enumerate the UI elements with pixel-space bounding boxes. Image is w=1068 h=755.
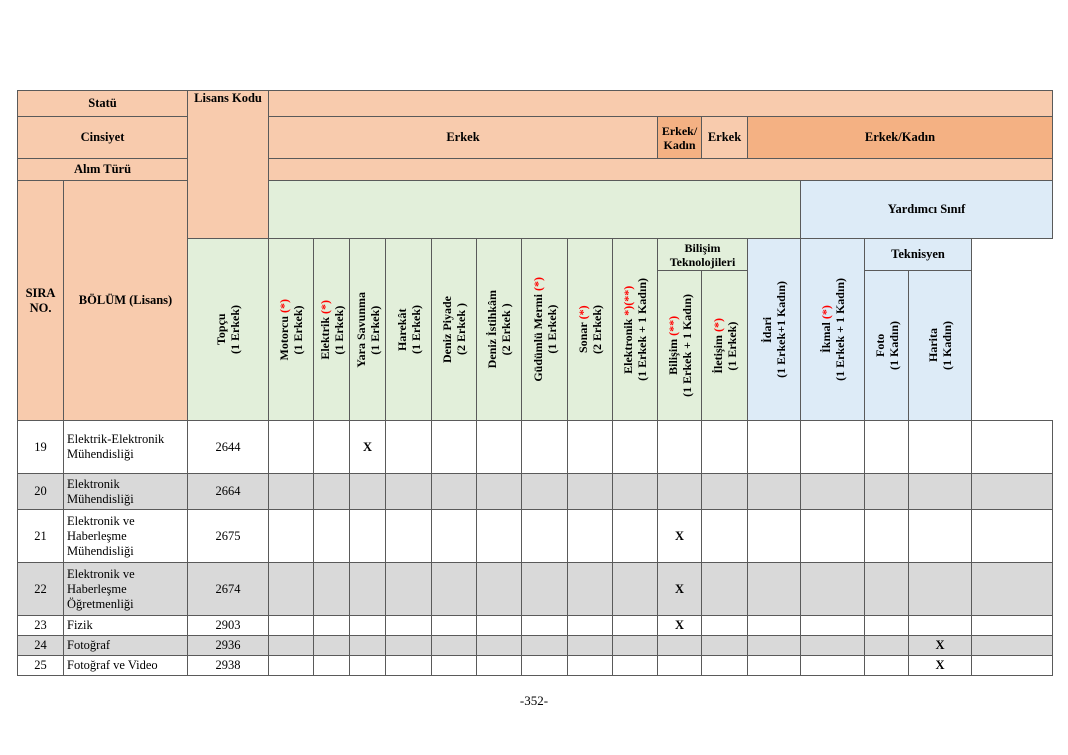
quota-cell [522,636,568,656]
col-header-5 [432,239,477,421]
col-sub: (1 Kadın) [940,320,955,370]
col-header-text [318,300,346,360]
bolum-header: BÖLÜM (Lisans) [64,181,188,421]
statu-header: Statü [18,91,188,117]
quota-cell [314,421,350,474]
quota-cell [568,656,613,676]
yardimci-sinif-header: Yardımcı Sınıf [801,181,1053,239]
quota-cell [748,510,801,563]
col-name: Foto [872,333,887,358]
quota-cell [432,474,477,510]
erkek-kadin-group-short: Erkek/ Kadın [658,117,702,159]
bilisim-teknolojileri-header: Bilişim Teknolojileri [658,239,748,271]
sira-cell: 24 [18,636,64,656]
lisans-kodu-cell: 2644 [188,421,269,474]
col-header-8 [568,239,613,421]
col-name: Harita [926,328,941,363]
quota-cell [568,510,613,563]
quota-cell [658,421,702,474]
sira-cell: 23 [18,616,64,636]
col-header-9 [613,239,658,421]
quota-cell [865,474,909,510]
col-header-text [711,318,739,374]
quota-cell [909,421,972,474]
quota-cell [314,636,350,656]
bolum-cell: Fotoğraf ve Video [64,656,188,676]
quota-cell [269,510,314,563]
col-name: İdari [760,316,775,343]
quota-cell [909,510,972,563]
quota-cell [477,563,522,616]
quota-cell [386,656,432,676]
page-number: -352- [519,693,549,708]
quota-cell [269,656,314,676]
quota-cell [314,563,350,616]
quota-cell [972,616,1053,636]
col-header-2 [314,239,350,421]
col-sub: (1 Erkek) [544,305,559,354]
col-header-text [873,321,901,370]
col-sub: (1 Erkek) [331,305,346,354]
quota-cell [613,656,658,676]
col-sub: (1 Erkek + 1 Kadın) [832,278,847,381]
quota-cell [522,656,568,676]
quota-cell [522,563,568,616]
quota-cell [748,636,801,656]
col-sub: (1 Erkek) [228,305,243,354]
col-name: Topçu [214,313,229,346]
erkek-group: Erkek [269,117,658,159]
col-name: Deniz İstihkâm [485,290,500,369]
col-header-12 [748,239,801,421]
lisans-kodu-cell: 2675 [188,510,269,563]
quota-cell [702,616,748,636]
quota-cell [386,474,432,510]
quota-cell [613,474,658,510]
col-sub: (1 Erkek+1 Kadın) [774,281,789,378]
col-header-text [819,278,847,381]
quota-cell [568,636,613,656]
quota-cell [801,510,865,563]
quota-cell [386,616,432,636]
sira-cell: 25 [18,656,64,676]
quota-cell [269,636,314,656]
quota-cell: X [350,421,386,474]
teknisyen-header: Teknisyen [865,239,972,271]
quota-cell [522,474,568,510]
col-star: (*) [818,305,833,320]
table-row [18,563,1053,616]
quota-cell [658,656,702,676]
quota-cell: X [909,656,972,676]
col-name: Sonar [576,322,591,354]
quota-cell [865,421,909,474]
col-header-13 [801,239,865,421]
quota-cell [386,421,432,474]
quota-cell [658,474,702,510]
bolum-cell: Elektrik-Elektronik Mühendisliği [64,421,188,474]
col-header-7 [522,239,568,421]
quota-cell [702,474,748,510]
quota-cell [909,563,972,616]
quota-cell: X [658,510,702,563]
quota-cell [702,563,748,616]
bolum-cell: Fizik [64,616,188,636]
erkek-group-single: Erkek [702,117,748,159]
col-sub: (2 Erkek) [590,305,605,354]
quota-cell [350,616,386,636]
quota-cell [477,474,522,510]
col-sub: (2 Erkek ) [454,303,469,356]
quota-cell [314,474,350,510]
col-header-15 [909,271,972,421]
col-header-text [666,294,694,397]
table-row [18,656,1053,676]
col-header-10 [658,271,702,421]
col-header-text [440,296,468,363]
quota-cell [613,421,658,474]
col-header-6 [477,239,522,421]
col-header-11 [702,271,748,421]
quota-cell [658,636,702,656]
quota-cell [350,636,386,656]
col-sub: (1 Kadın) [886,320,901,370]
col-header-0 [188,239,269,421]
quota-cell [386,636,432,656]
bolum-cell: Elektronik ve Haberleşme Öğretmenliği [64,563,188,616]
col-name: Güdümlü Mermi [530,294,545,382]
quota-cell [865,636,909,656]
quota-cell [613,510,658,563]
sira-cell: 21 [18,510,64,563]
col-header-text [531,277,559,382]
quota-cell [909,616,972,636]
col-name: Motorcu [277,315,292,361]
col-name: Harekât [394,308,409,351]
quota-cell [702,510,748,563]
quota-cell [386,510,432,563]
sira-cell: 22 [18,563,64,616]
cinsiyet-header: Cinsiyet [18,117,188,159]
green-band [269,181,801,239]
quota-cell [314,616,350,636]
quota-cell [522,421,568,474]
col-star: (**) [665,315,680,336]
quota-cell [748,421,801,474]
quota-cell [801,616,865,636]
col-star: (*) [710,317,725,332]
quota-cell [350,474,386,510]
col-header-text [926,321,954,370]
sira-no-header: SIRA NO. [18,181,64,421]
col-name: İkmal [818,322,833,354]
quota-cell [613,636,658,656]
quota-cell [477,421,522,474]
col-sub: (1 Erkek + 1 Kadın) [679,294,694,397]
col-sub: (1 Erkek) [724,321,739,370]
quota-cell [269,616,314,636]
quota-cell [801,636,865,656]
quota-cell: X [909,636,972,656]
lisans-kodu-cell: 2936 [188,636,269,656]
quota-cell [269,421,314,474]
quota-cell [748,616,801,636]
lisans-kodu-cell: 2674 [188,563,269,616]
quota-cell [865,510,909,563]
quota-cell [568,616,613,636]
table-row [18,636,1053,656]
quota-cell [477,616,522,636]
col-name: Elektrik [317,316,332,360]
col-header-text [576,305,604,354]
col-header-3 [350,239,386,421]
quota-cell [972,474,1053,510]
quota-cell [748,474,801,510]
statu-values [269,91,1053,117]
col-star: (*) [317,299,332,314]
col-sub: (1 Erkek + 1 Kadın) [635,278,650,381]
erkek-kadin-group: Erkek/Kadın [748,117,1053,159]
col-name: Deniz Piyade [440,296,455,363]
quota-cell [972,656,1053,676]
quota-cell [432,510,477,563]
col-header-text [621,278,649,381]
col-star: (*) [277,298,292,313]
quota-cell [865,656,909,676]
table-row [18,616,1053,636]
table-row [18,474,1053,510]
quota-cell [568,563,613,616]
bolum-cell: Fotoğraf [64,636,188,656]
quota-cell [386,563,432,616]
col-sub: (1 Erkek) [367,305,382,354]
bolum-cell: Elektronik Mühendisliği [64,474,188,510]
quota-cell [477,656,522,676]
col-name: Bilişim [665,338,680,375]
col-header-14 [865,271,909,421]
col-header-text [277,299,305,360]
lisans-kodu-header: Lisans Kodu [188,91,269,239]
quota-cell [568,474,613,510]
quota-cell [702,421,748,474]
quota-cell [350,563,386,616]
quota-cell [865,616,909,636]
table-body [18,421,1053,676]
quota-cell [269,474,314,510]
quota-cell [801,563,865,616]
quota-cell [748,563,801,616]
quota-cell [801,656,865,676]
col-header-text [354,292,382,368]
quota-cell [432,636,477,656]
quota-cell [350,510,386,563]
col-header-1 [269,239,314,421]
quota-cell [350,656,386,676]
quota-table [17,90,1053,676]
quota-cell [613,616,658,636]
lisans-kodu-cell: 2938 [188,656,269,676]
col-header-text [395,305,423,354]
col-star: *)(**) [621,285,636,316]
table-row [18,510,1053,563]
quota-cell [972,636,1053,656]
table-row [18,421,1053,474]
quota-cell [972,510,1053,563]
alim-turu-header: Alım Türü [18,159,188,181]
quota-cell [432,616,477,636]
col-header-text [214,305,242,354]
col-header-text [485,290,513,368]
quota-cell [568,421,613,474]
col-sub: (1 Erkek) [291,305,306,354]
quota-cell [748,656,801,676]
quota-cell [477,510,522,563]
bolum-cell: Elektronik ve Haberleşme Mühendisliği [64,510,188,563]
quota-cell [522,510,568,563]
col-header-text [760,281,788,378]
quota-cell [865,563,909,616]
quota-cell [522,616,568,636]
col-name: Yara Savunma [353,291,368,368]
quota-cell [972,563,1053,616]
quota-cell [972,421,1053,474]
quota-cell [314,510,350,563]
col-sub: (1 Erkek) [408,305,423,354]
col-name: Elektronik [621,318,636,374]
quota-cell [432,421,477,474]
col-star: (*) [530,277,545,292]
quota-cell: X [658,563,702,616]
quota-cell [613,563,658,616]
quota-cell [269,563,314,616]
quota-cell [909,474,972,510]
quota-cell [801,421,865,474]
col-name: İletişim [710,334,725,374]
quota-cell [702,656,748,676]
lisans-kodu-cell: 2664 [188,474,269,510]
quota-cell [702,636,748,656]
quota-cell: X [658,616,702,636]
sira-cell: 19 [18,421,64,474]
col-sub: (2 Erkek ) [499,303,514,356]
quota-cell [432,656,477,676]
quota-cell [477,636,522,656]
alim-turu-values [269,159,1053,181]
col-header-4 [386,239,432,421]
quota-cell [314,656,350,676]
sira-cell: 20 [18,474,64,510]
quota-cell [432,563,477,616]
lisans-kodu-cell: 2903 [188,616,269,636]
col-star: (*) [576,305,591,320]
quota-cell [801,474,865,510]
